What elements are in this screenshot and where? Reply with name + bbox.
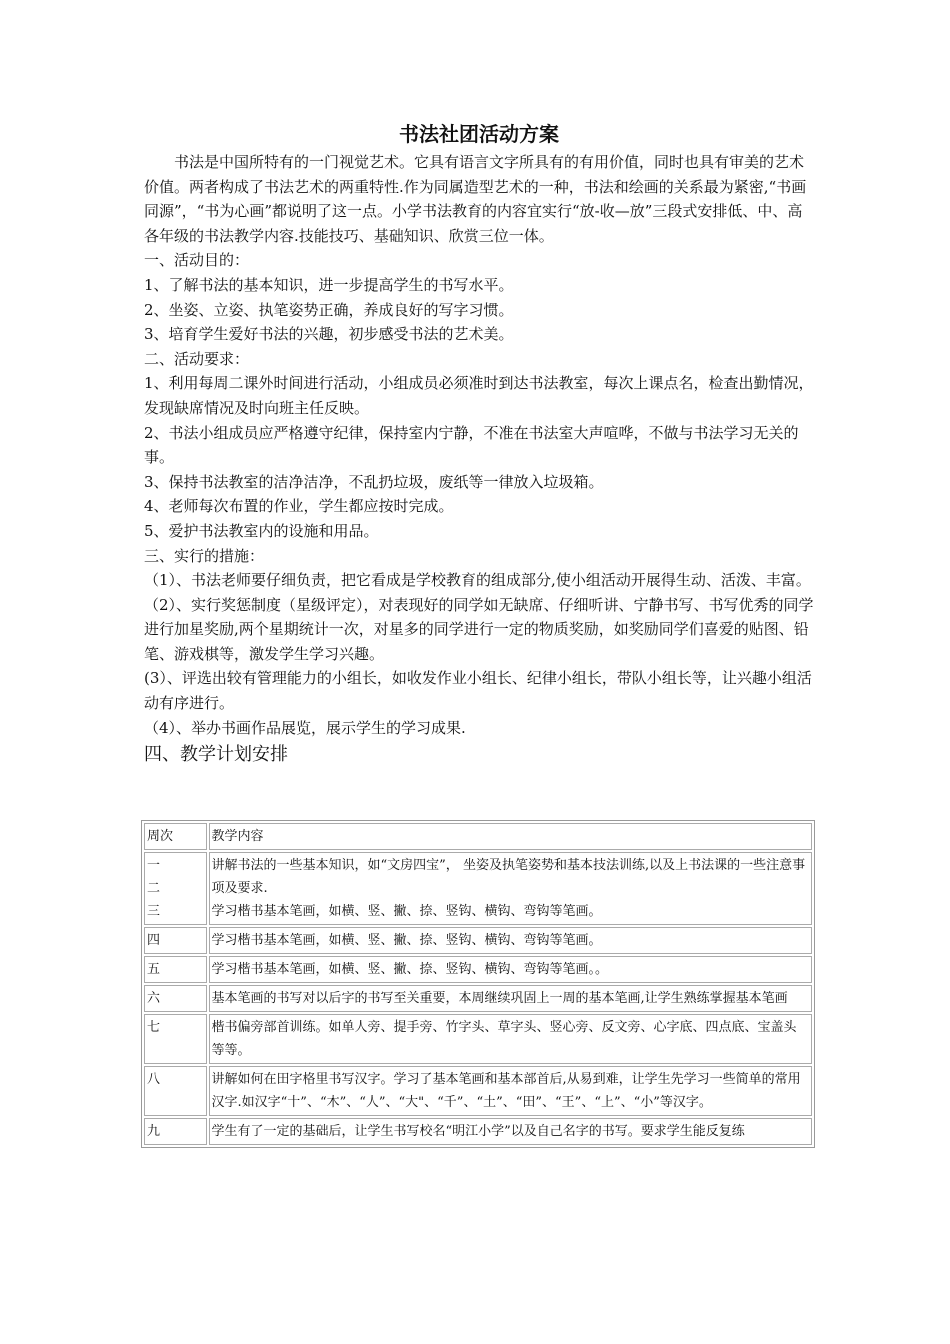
section-1-heading: 一、活动目的：	[144, 251, 250, 270]
section-2-item: 1、利用每周二课外时间进行活动，小组成员必须准时到达书法教室，每次上课点名，检查出勤情况，发现缺席情况及时向班主任反映。	[144, 374, 814, 417]
document-title: 书法社团活动方案	[399, 122, 559, 146]
week-cell: 七	[144, 1014, 207, 1064]
week-cell	[144, 852, 207, 925]
content-cell	[209, 852, 812, 925]
section-3-item: （2）、实行奖惩制度（星级评定），对表现好的同学如无缺席、仔细听讲、宁静书写、书写优秀的同学进行加星奖励,两个星期统计一次，对星多的同学进行一定的物质奖励，如奖励同学们喜爱的贴图、铅笔、游戏棋等，激发学生学习兴趣。	[144, 595, 814, 663]
table-row	[144, 1014, 812, 1064]
content-cell: 楷书偏旁部首训练。如单人旁、提手旁、竹字头、草字头、竖心旁、反文旁、心字底、四点底、宝盖头等等。	[209, 1014, 812, 1064]
content-text: 学习楷书基本笔画，如横、竖、撇、捺、竖钩、横钩、弯钩等笔画。	[211, 904, 602, 919]
header-content: 教学内容	[209, 823, 812, 850]
section-3-heading: 三、实行的措施：	[144, 546, 265, 565]
section-1-item: 1、了解书法的基本知识，进一步提高学生的书写水平。	[144, 275, 514, 294]
table-header-row	[144, 823, 812, 850]
document-body	[144, 120, 814, 770]
section-3-item: (3）、评选出较有管理能力的小组长，如收发作业小组长、纪律小组长，带队小组长等，让兴趣小组活动有序进行。	[144, 669, 812, 713]
section-4-heading: 四、教学计划安排	[144, 744, 288, 766]
intro-paragraph: 书法是中国所特有的一门视觉艺术。它具有语言文字所具有的有用价值，同时也具有审美的艺术价值。两者构成了书法艺术的两重特性.作为同属造型艺术的一种，书法和绘画的关系最为紧密,“书画同源”，“书为心画”都说明了这一点。小学书法教育的内容宜实行“放-收—放”三段式安排低、中、高各年级的书法教学内容.技能技巧、基础知识、欣赏三位一体。	[144, 153, 807, 245]
content-cell: 学习楷书基本笔画，如横、竖、撇、捺、竖钩、横钩、弯钩等笔画。	[209, 927, 812, 954]
section-3-item: （1）、书法老师要仔细负责，把它看成是学校教育的组成部分,使小组活动开展得生动、活泼、丰富。	[144, 571, 811, 590]
section-3-item: （4）、举办书画作品展览，展示学生的学习成果.	[144, 718, 466, 737]
table-row	[144, 956, 812, 983]
content-cell: 讲解如何在田字格里书写汉字。学习了基本笔画和基本部首后,从易到难，让学生先学习一些简单的常用汉字.如汉字“十”、“木”、“人”、“大"、“千”、“土”、“田”、“王”、“上”、“小”等汉字。	[209, 1066, 812, 1116]
week-cell: 八	[144, 1066, 207, 1116]
table-row	[144, 985, 812, 1012]
content-cell: 学生有了一定的基础后，让学生书写校名“明江小学”以及自己名字的书写。要求学生能反复练	[209, 1118, 812, 1145]
content-cell: 学习楷书基本笔画，如横、竖、撇、捺、竖钩、横钩、弯钩等笔画。。	[209, 956, 812, 983]
table-row	[144, 852, 812, 925]
section-1-item: 2、坐姿、立姿、执笔姿势正确，养成良好的写字习惯。	[144, 300, 514, 319]
week-cell: 六	[144, 985, 207, 1012]
table-row	[144, 927, 812, 954]
content-cell: 基本笔画的书写对以后字的书写至关重要，本周继续巩固上一周的基本笔画,让学生熟练掌握基本笔画	[209, 985, 812, 1012]
week-label: 二	[147, 881, 161, 896]
week-cell: 九	[144, 1118, 207, 1145]
week-label: 三	[147, 904, 161, 919]
section-2-item: 2、书法小组成员应严格遵守纪律，保持室内宁静，不准在书法室大声喧哗，不做与书法学习无关的事。	[144, 423, 799, 467]
table-row	[144, 1118, 812, 1145]
section-2-item: 3、保持书法教室的洁净洁净，不乱扔垃圾，废纸等一律放入垃圾箱。	[144, 472, 604, 491]
table-row	[144, 1066, 812, 1116]
section-2-heading: 二、活动要求：	[144, 349, 250, 368]
section-1-item: 3、培育学生爱好书法的兴趣，初步感受书法的艺术美。	[144, 325, 514, 344]
teaching-plan-table	[141, 820, 815, 1148]
week-label: 一	[147, 858, 161, 873]
content-text: 讲解书法的一些基本知识，如“文房四宝”， 坐姿及执笔姿势和基本技法训练,以及上书法课的一些注意事项及要求.	[211, 858, 806, 896]
section-2-item: 5、爱护书法教室内的设施和用品。	[144, 521, 379, 540]
header-week: 周次	[144, 823, 207, 850]
week-cell: 四	[144, 927, 207, 954]
week-cell: 五	[144, 956, 207, 983]
section-2-item: 4、老师每次布置的作业，学生都应按时完成。	[144, 497, 454, 516]
